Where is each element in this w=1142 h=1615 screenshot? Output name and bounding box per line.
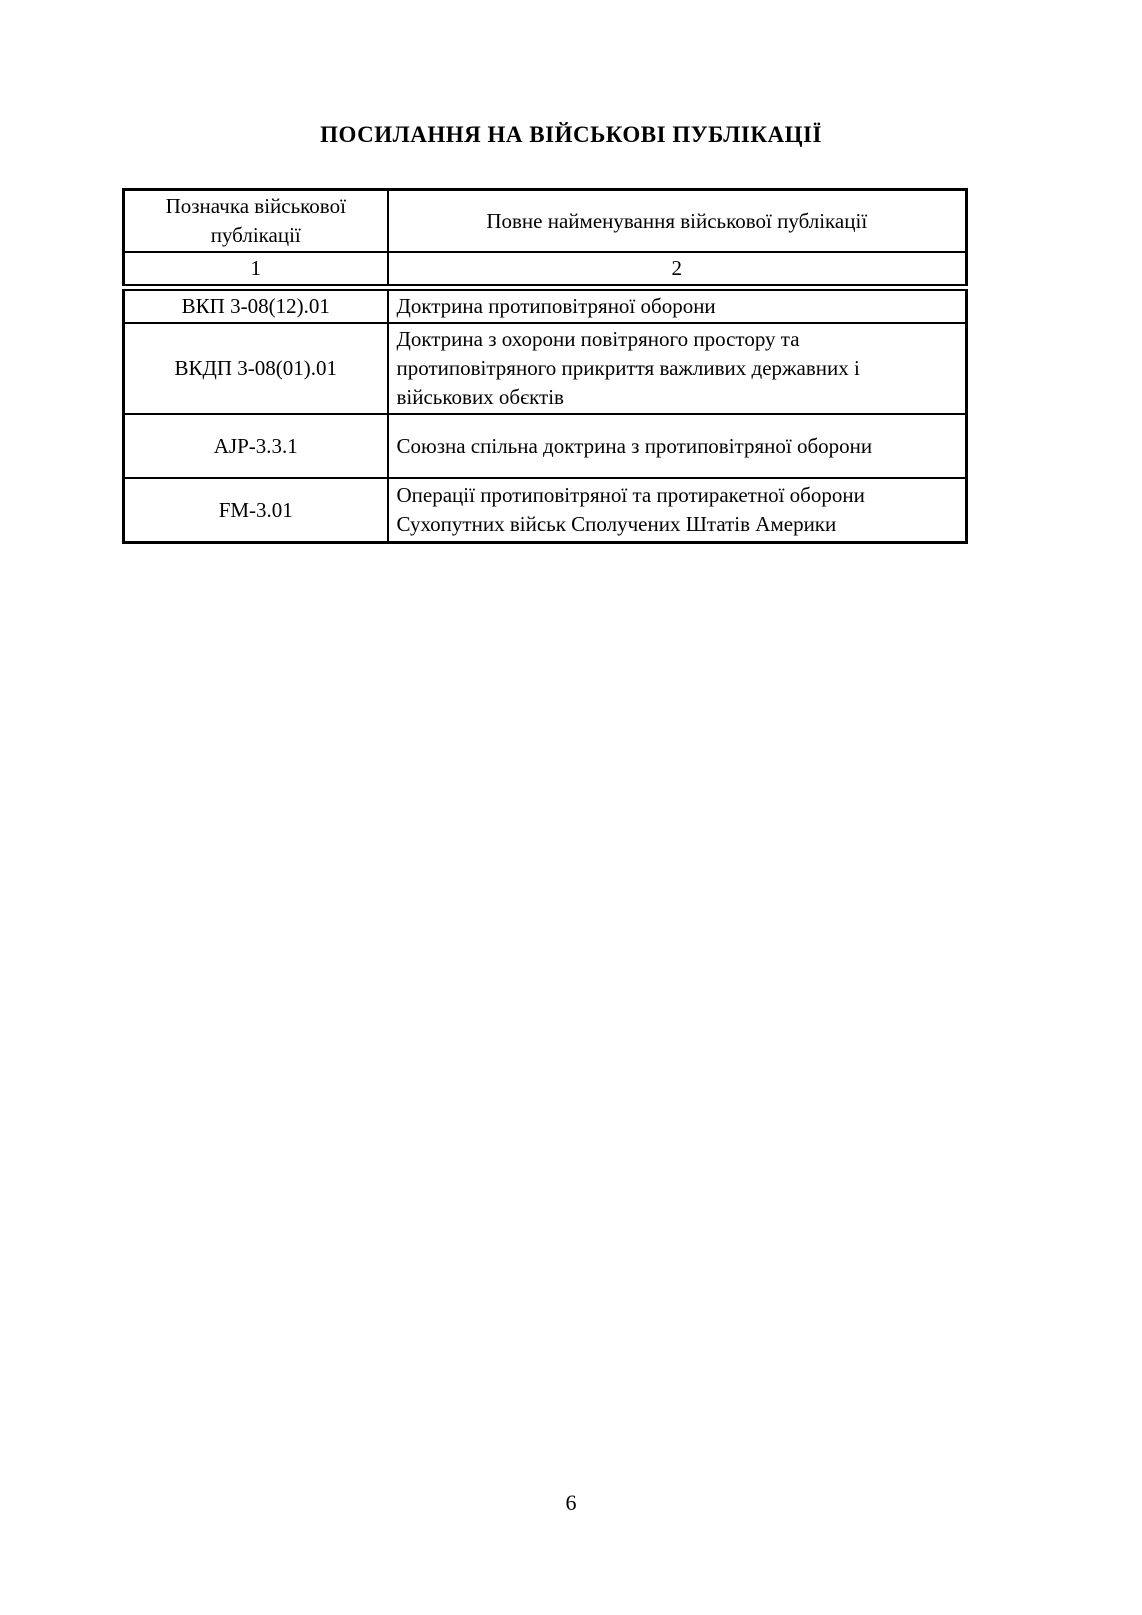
table-header-row <box>124 190 967 253</box>
publication-designation: ВКДП 3-08(01).01 <box>124 323 388 414</box>
page-title: ПОСИЛАННЯ НА ВІЙСЬКОВІ ПУБЛІКАЦІЇ <box>320 122 822 147</box>
column-number-2: 2 <box>388 252 967 288</box>
publication-designation: ВКП 3-08(12).01 <box>124 288 388 324</box>
table-row <box>124 478 967 543</box>
table-row <box>124 288 967 324</box>
table-row <box>124 414 967 478</box>
publication-name: Доктрина з охорони повітряного простору та протиповітряного прикриття важливих державних і військових обєктів <box>388 323 967 414</box>
column-number-1: 1 <box>124 252 388 288</box>
header-designation: Позначка військової публікації <box>124 190 388 253</box>
publication-designation: AJP-3.3.1 <box>124 414 388 478</box>
page-number: 6 <box>565 1490 577 1515</box>
publication-designation: FM-3.01 <box>124 478 388 543</box>
header-full-name: Повне найменування військової публікації <box>388 190 967 253</box>
publication-name: Союзна спільна доктрина з протиповітряної оборони <box>388 414 967 478</box>
publications-table <box>122 188 968 544</box>
publication-name: Операції протиповітряної та протиракетної оборони Сухопутних військ Сполучених Штатів Америки <box>388 478 967 543</box>
table-row <box>124 323 967 414</box>
publication-name: Доктрина протиповітряної оборони <box>388 288 967 324</box>
column-number-row <box>124 252 967 288</box>
